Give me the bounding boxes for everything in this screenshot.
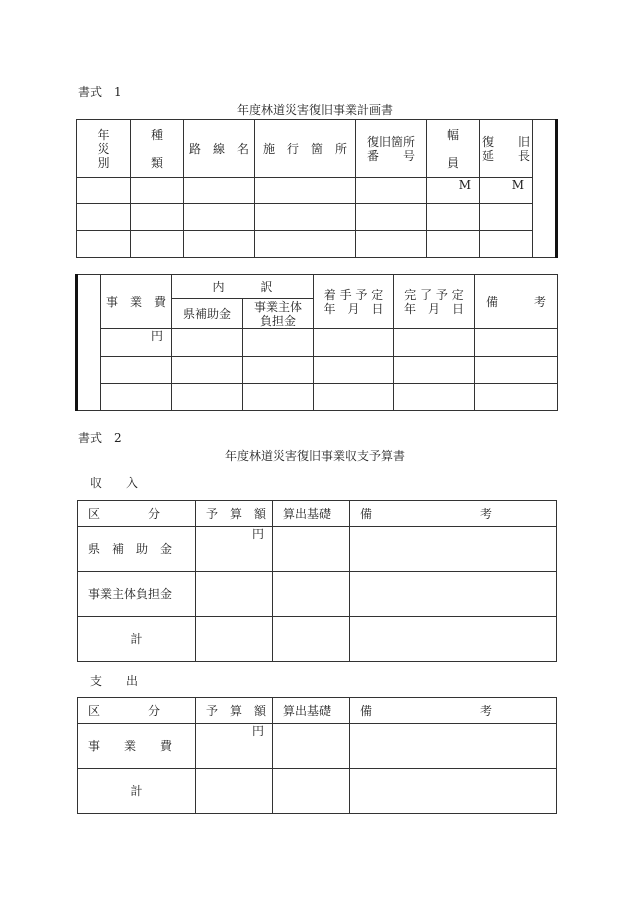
header-category: 区 分 xyxy=(78,698,196,724)
unit-m-length: M xyxy=(480,178,533,204)
header-width: 幅 員 xyxy=(427,120,480,178)
row-label: 事 業 費 xyxy=(78,724,196,769)
unit-yen: 円 xyxy=(196,724,273,769)
budget-side-column xyxy=(77,275,101,411)
income-table xyxy=(77,500,557,662)
budget-plan-table xyxy=(75,274,558,411)
plan-row xyxy=(77,204,557,231)
row-total: 計 xyxy=(78,769,196,814)
form1-label: 書式 1 xyxy=(78,85,122,99)
header-basis: 算出基礎 xyxy=(273,698,350,724)
header-cost: 事 業 費 xyxy=(101,275,172,329)
header-site-no: 復旧箇所 番 号 xyxy=(356,120,427,178)
header-pref-subsidy: 県補助金 xyxy=(172,299,243,329)
income-label: 収 入 xyxy=(90,476,139,490)
income-row xyxy=(78,572,557,617)
expense-label: 支 出 xyxy=(90,674,139,688)
unit-yen: 円 xyxy=(196,527,273,572)
form2-title: 年度林道災害復旧事業収支予算書 xyxy=(224,449,405,463)
expense-table xyxy=(77,697,557,814)
plan-row xyxy=(77,178,557,204)
row-label: 県 補 助 金 xyxy=(78,527,196,572)
income-row xyxy=(78,527,557,572)
header-type: 種 類 xyxy=(131,120,184,178)
unit-m-width: M xyxy=(427,178,480,204)
header-remarks: 備 考 xyxy=(475,275,558,329)
header-budget: 予 算 額 xyxy=(196,698,273,724)
budget-row xyxy=(77,357,558,384)
header-route: 路 線 名 xyxy=(184,120,255,178)
header-remarks-2: 備 考 xyxy=(350,698,557,724)
header-basis: 算出基礎 xyxy=(273,501,350,527)
header-category: 区 分 xyxy=(78,501,196,527)
header-length: 復 旧 延 長 xyxy=(480,120,533,178)
row-label: 事業主体負担金 xyxy=(78,572,196,617)
header-finish: 完 了 予 定 年 月 日 xyxy=(394,275,475,329)
expense-row xyxy=(78,724,557,769)
budget-row xyxy=(77,329,558,357)
header-remarks-2: 備 考 xyxy=(350,501,557,527)
plan-side-column xyxy=(533,120,557,258)
plan-table xyxy=(76,119,558,258)
expense-row xyxy=(78,769,557,814)
budget-row xyxy=(77,384,558,411)
form2-label: 書式 2 xyxy=(78,431,122,445)
income-row xyxy=(78,617,557,662)
header-location: 施 行 箇 所 xyxy=(255,120,356,178)
unit-yen: 円 xyxy=(101,329,172,357)
header-breakdown: 内 訳 xyxy=(172,275,314,299)
form1-title: 年度林道災害復旧事業計画書 xyxy=(236,103,393,117)
header-budget: 予 算 額 xyxy=(196,501,273,527)
plan-row xyxy=(77,231,557,258)
header-owner-share: 事業主体 負担金 xyxy=(243,299,314,329)
header-year-disaster: 年 災 別 xyxy=(77,120,131,178)
header-start: 着 手 予 定 年 月 日 xyxy=(314,275,394,329)
row-total: 計 xyxy=(78,617,196,662)
